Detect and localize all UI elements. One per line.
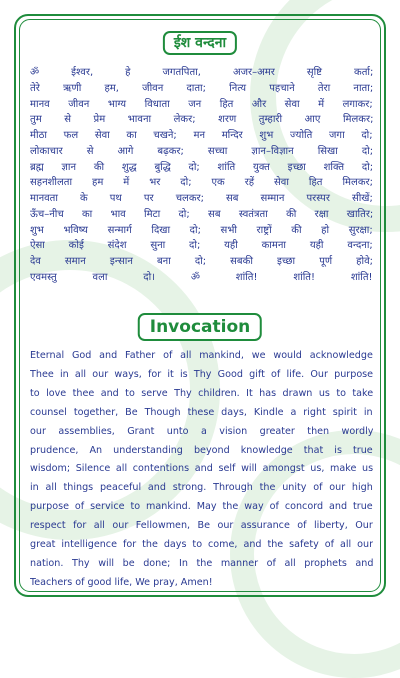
english-text-line: to love thee and to serve Thy children. It has drawn us to take (30, 387, 373, 399)
hindi-prayer-body (30, 65, 373, 286)
hindi-verse-line: मीठा फल सेवा का चखने; मन मन्दिर शुभ ज्योति जगा दो; (30, 130, 373, 141)
hindi-verse-line: मानव जीवन भाग्य विधाता जन हित और सेवा में लगाकर; (30, 98, 373, 110)
english-title: Invocation (138, 313, 262, 341)
hindi-verse-line: तुम से प्रेम भावना लेकर; शरण तुम्हारी आए मिलकर; (30, 114, 373, 126)
hindi-verse-line: एवमस्तु वला दो। ॐ शांति! शांति! शांति! (30, 271, 373, 283)
english-text-line: purpose of service to mankind. May the way of concord and true (30, 501, 373, 513)
english-text-line: Thee in all our ways, for it is Thy Good gift of life. Our purpose (30, 368, 373, 380)
english-text-line: wisdom; Silence all contentions and self will amongst us, make us (30, 463, 373, 475)
english-prayer-body (30, 347, 373, 593)
hindi-verse-line: ॐ ईश्वर, हे जगतपिता, अजर–अमर सृष्टि कर्ता; (30, 67, 373, 78)
english-text-line: nation. Thy will be done; In the manner of all prophets and (30, 557, 373, 569)
hindi-title: ईश वन्दना (163, 31, 237, 55)
hindi-verse-line: लोकाचार से आगे बढ़कर; सच्चा ज्ञान–विज्ञान सिखा दो; (30, 145, 373, 157)
hindi-verse-line: तेरे ऋणी हम, जीवन दाता; नित्य पहचाने तेरा नाता; (30, 82, 373, 94)
english-text-line: our assemblies, Grant unto a vision greater then wordly (30, 425, 373, 437)
hindi-verse-line: देव समान इन्सान बना दो; सबकी इच्छा पूर्ण होवे; (30, 256, 373, 267)
english-text-line: great intelligence for the days to come, and the safety of all our (30, 539, 373, 551)
english-text-line: counsel together, Be Though these days, Kindle a right spirit in (30, 406, 373, 418)
hindi-verse-line: ब्रह्म ज्ञान की शुद्ध बुद्धि दो; शांति युक्त इच्छा शक्ति दो; (30, 161, 373, 173)
hindi-verse-line: ऐसा कोई संदेश सुना दो; यही कामना यही वन्दना; (30, 240, 373, 252)
hindi-verse-line: मानवता के पथ पर चलकर; सब सम्मान परस्पर सीखें; (30, 193, 373, 204)
hindi-verse-line: ऊँच–नीच का भाव मिटा दो; सब स्वतंत्रता की रक्षा खातिर; (30, 208, 373, 220)
english-text-line: Eternal God and Father of all mankind, we would acknowledge (30, 350, 373, 361)
english-text-line: Teachers of good life, We pray, Amen! (30, 576, 213, 588)
english-text-line: respect for all our Fellowmen, Be our assurance of liberty, Our (30, 520, 373, 532)
hindi-verse-line: सहनशीलता हम में भर दो; एक रहें सेवा हित मिलकर; (30, 177, 373, 189)
english-text-line: in all things peaceful and strong. Through the unity of our high (30, 482, 373, 494)
hindi-verse-line: शुभ भविष्य सन्मार्ग दिखा दो; सभी राष्ट्रों की हो सुरक्षा; (30, 224, 373, 236)
english-text-line: prudence, An understanding beyond knowledge that is true (30, 444, 373, 456)
